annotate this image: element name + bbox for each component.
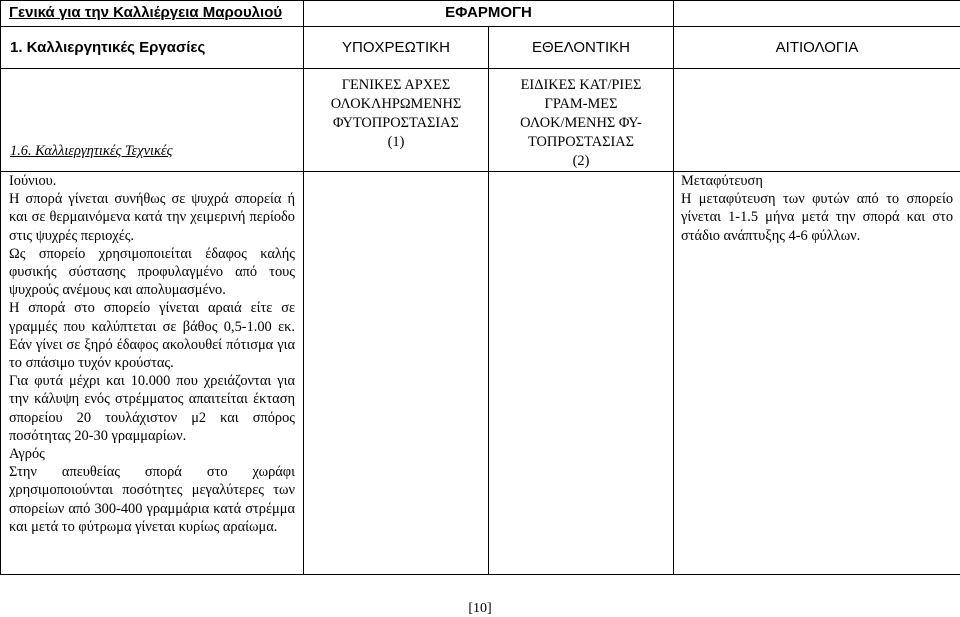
special-categories-line: ΟΛΟΚ/ΜΕΝΗΣ ΦΥ- [520, 115, 642, 131]
justification-heading: ΑΙΤΙΟΛΟΓΙΑ [775, 39, 859, 56]
section-heading: 1. Καλλιεργητικές Εργασίες [10, 39, 206, 56]
title-cell [1, 1, 304, 27]
content-cell [1, 172, 304, 575]
mandatory-content-cell [304, 172, 489, 575]
subsection-row [1, 69, 960, 172]
subheader-row [1, 27, 960, 69]
subsection-cell [1, 69, 304, 172]
justification-content-cell [674, 172, 960, 575]
voluntary-content-cell [489, 172, 674, 575]
footer-reference: [10] [468, 601, 492, 616]
content-paragraph: Για φυτά μέχρι και 10.000 που χρειάζονται για την κάλυψη ενός στρέμματος απαιτείται έκταση σπορείου 20 τουλάχιστον μ2 και σπόρος ποσότητας 20-30 γραμμαρίων. [9, 373, 295, 444]
special-categories-line: ΓΡΑΜ-ΜΕΣ [544, 96, 618, 112]
content-paragraph: Ιούνιου. [9, 173, 57, 189]
document-title: Γενικά για την Καλλιέργεια Μαρουλιού [9, 4, 283, 21]
justification-cell [674, 27, 960, 69]
special-categories-line: (2) [572, 153, 590, 169]
justification-paragraph: Μεταφύτευση [681, 173, 763, 189]
general-principles-line: ΦΥΤΟΠΡΟΣΤΑΣΙΑΣ [333, 115, 459, 131]
header-empty-cell [674, 1, 960, 27]
general-principles-cell [304, 69, 489, 172]
subsection-heading: 1.6. Καλλιεργητικές Τεχνικές [10, 143, 173, 159]
content-paragraph: Η σπορά γίνεται συνήθως σε ψυχρά σπορεία ή και σε θερμαινόμενα κατά την χειμερινή περίοδο στις ψυχρές περιοχές. [9, 191, 295, 244]
content-paragraph: Ως σπορείο χρησιμοποιείται έδαφος καλής φυσικής σύστασης προφυλαγμένο από τους ψυχρούς ανέμους και απολυμασμένο. [9, 245, 295, 299]
application-cell [304, 1, 674, 27]
content-paragraph: Η σπορά στο σπορείο γίνεται αραιά είτε σε γραμμές που καλύπτεται σε βάθος 0,5-1.00 εκ. Εάν γίνει σε ξηρό έδαφος ακολουθεί πότισμα για το σπάσιμο τυχόν κρούστας. [9, 300, 295, 372]
general-principles-line: ΓΕΝΙΚΕΣ ΑΡΧΕΣ [341, 77, 451, 93]
subsection-empty-cell [674, 69, 960, 172]
section-cell [1, 27, 304, 69]
special-categories-line: ΕΙΔΙΚΕΣ ΚΑΤ/ΡΙΕΣ [520, 77, 642, 93]
mandatory-cell [304, 27, 489, 69]
content-paragraph: Αγρός [9, 446, 45, 463]
content-row [1, 172, 960, 575]
mandatory-heading: ΥΠΟΧΡΕΩΤΙΚΗ [342, 39, 450, 56]
content-paragraph: Στην απευθείας σπορά στο χωράφι χρησιμοποιούνται ποσότητες μεγαλύτερες των σπορείων από 300-400 γραμμάρια κατά στρέμμα και μετά το φύτρωμα γίνεται κυρίως αραίωμα. [9, 464, 295, 535]
voluntary-cell [489, 27, 674, 69]
general-principles-line: (1) [387, 134, 405, 150]
application-heading: ΕΦΑΡΜΟΓΗ [445, 4, 532, 21]
voluntary-heading: ΕΘΕΛΟΝΤΙΚΗ [531, 39, 631, 56]
general-principles-line: ΟΛΟΚΛΗΡΩΜΕΝΗΣ [330, 96, 462, 112]
header-row [1, 1, 960, 27]
justification-paragraph: Η μεταφύτευση των φυτών από το σπορείο γίνεται 1-1.5 μήνα μετά την σπορά και στο στάδιο ανάπτυξης 4-6 φύλλων. [681, 191, 954, 244]
special-categories-cell [489, 69, 674, 172]
special-categories-line: ΤΟΠΡΟΣΤΑΣΙΑΣ [527, 134, 635, 150]
